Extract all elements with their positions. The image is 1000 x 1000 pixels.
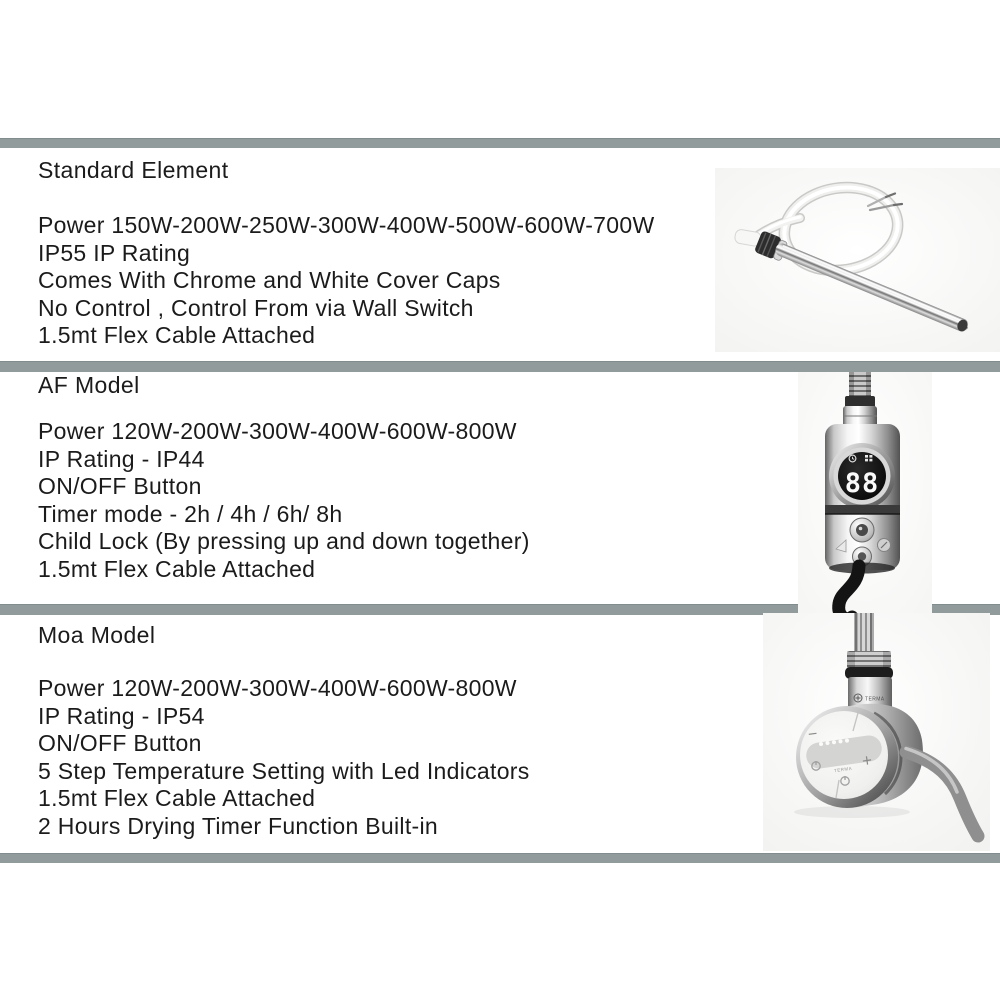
brand-label-collar: TERMA: [865, 696, 885, 703]
section-title-af-model: AF Model: [38, 372, 140, 398]
spec-line: 1.5mt Flex Cable Attached: [38, 322, 316, 348]
standard-element-photo: [715, 168, 1000, 352]
divider-bar-top: [0, 138, 1000, 148]
spec-line: Child Lock (By pressing up and down together): [38, 528, 530, 554]
divider-bar-bottom: [0, 853, 1000, 863]
spec-line: 1.5mt Flex Cable Attached: [38, 555, 316, 582]
spec-list-af-model: [38, 418, 758, 583]
section-title-moa-model: Moa Model: [38, 622, 156, 648]
spec-line: Power 120W-200W-300W-400W-600W-800W: [38, 418, 517, 444]
spec-line: ON/OFF Button: [38, 730, 202, 756]
spec-line: Power 150W-200W-250W-300W-400W-500W-600W-700W: [38, 212, 655, 238]
power-button: [850, 518, 874, 542]
spec-line: Comes With Chrome and White Cover Caps: [38, 267, 501, 293]
minus-icon: −: [806, 725, 819, 744]
spec-line: Timer mode - 2h / 4h / 6h/ 8h: [38, 500, 343, 527]
spec-line: ON/OFF Button: [38, 473, 202, 499]
digital-display: [829, 443, 895, 509]
spec-list-moa-model: [38, 675, 758, 840]
section-title-standard-element: Standard Element: [38, 157, 229, 183]
spec-line: IP Rating - IP44: [38, 445, 205, 472]
spec-line: IP Rating - IP54: [38, 702, 205, 729]
spec-line: No Control , Control From via Wall Switch: [38, 294, 474, 321]
threaded-collar: [847, 651, 891, 669]
spec-list-standard-element: [38, 212, 758, 350]
display-value: 88: [844, 468, 880, 499]
spec-line: Power 120W-200W-300W-400W-600W-800W: [38, 675, 517, 701]
plus-icon: +: [860, 750, 874, 771]
moa-model-photo: [763, 613, 990, 851]
brand-label-face: TERMA: [833, 765, 853, 774]
spec-line: 1.5mt Flex Cable Attached: [38, 785, 316, 811]
down-button: [878, 539, 891, 552]
spec-line: IP55 IP Rating: [38, 239, 191, 266]
spec-line: 2 Hours Drying Timer Function Built-in: [38, 812, 438, 839]
af-model-photo: [798, 372, 932, 628]
spec-line: 5 Step Temperature Setting with Led Indicators: [38, 757, 530, 784]
polished-stem: [854, 613, 874, 654]
body-band: [825, 505, 900, 514]
threaded-stem: [849, 372, 871, 399]
divider-bar-2: [0, 361, 1000, 372]
